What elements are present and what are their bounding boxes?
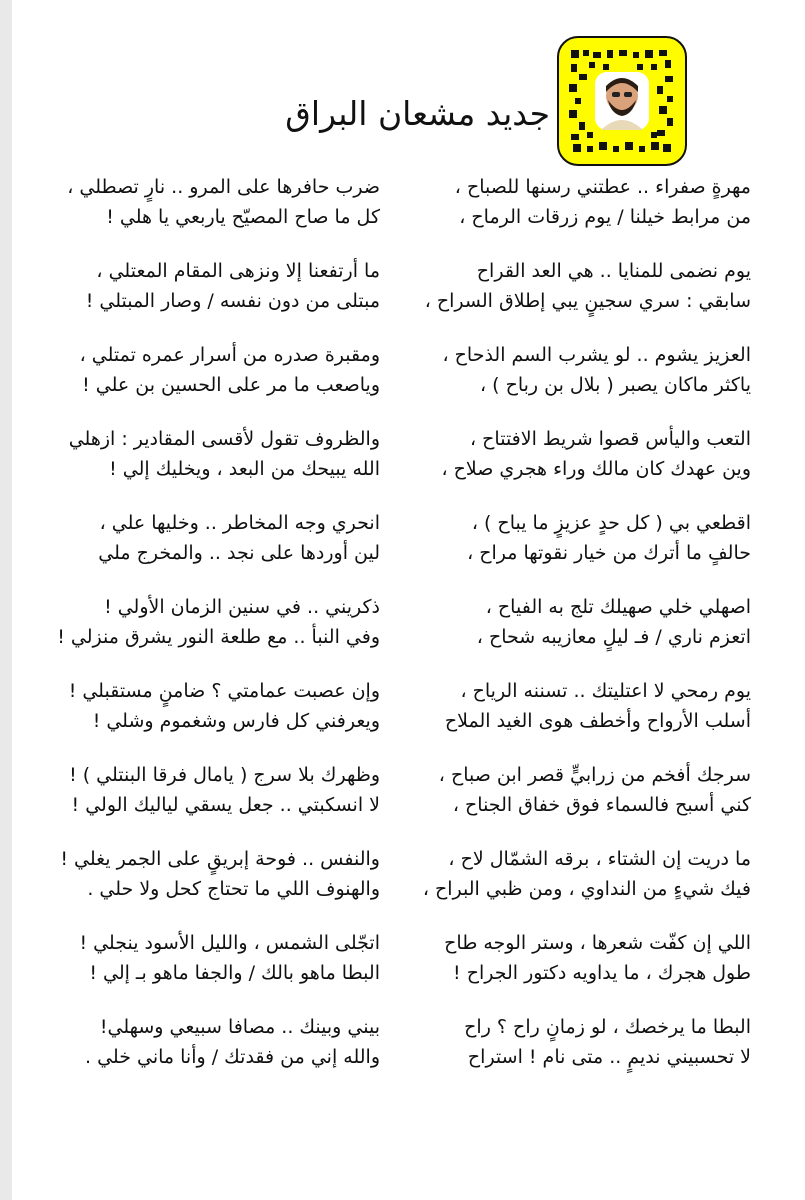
- verse-line: ما أرتفعنا إلا ونزهى المقام المعتلي ،: [96, 260, 380, 282]
- verse-line: كل ما صاح المصيّح ياربعي يا هلي !: [106, 206, 380, 228]
- verse-line: وإن عصبت عمامتي ؟ ضامنٍ مستقبلي !: [68, 680, 380, 702]
- verse-line: لا انسكبتي .. جعل يسقي لياليك الولي !: [71, 794, 380, 816]
- stanza: [20, 592, 380, 676]
- verse-line: مبتلى من دون نفسه / وصار المبتلي !: [85, 290, 380, 312]
- verse-line: ذكريني .. في سنين الزمان الأولي !: [104, 596, 380, 618]
- verse-line: البطا ما يرخصك ، لو زمانٍ راح ؟ راح: [464, 1016, 751, 1038]
- verse-line: من مرابط خيلنا / يوم زرقات الرماح ،: [459, 206, 751, 228]
- stanza: [20, 508, 380, 592]
- verse-line: ومقبرة صدره من أسرار عمره تمتلي ،: [79, 344, 380, 366]
- poem-verses: [12, 172, 805, 1172]
- poem-title: جديد مشعان البراق: [285, 94, 550, 133]
- verse-line: اصهلي خلي صهيلك تلج به الفياح ،: [485, 596, 751, 618]
- verse-line: سرجك أفخم من زرابيٍّ قصر ابن صباح ،: [438, 764, 751, 786]
- verse-line: فيك شيءٍ من النداوي ، ومن ظبي البراح ،: [422, 878, 751, 900]
- verse-line: سابقي : سري سجينٍ يبي إطلاق السراح ،: [424, 290, 751, 312]
- verse-line: حالفٍ ما أترك من خيار نقوتها مراح ،: [467, 542, 751, 564]
- verse-line: أسلب الأرواح وأخطف هوى الغيد الملاح: [444, 710, 751, 732]
- verse-line: والهنوف اللي ما تحتاج كحل ولا حلي .: [87, 878, 380, 900]
- verse-line: وفي النبأ .. مع طلعة النور يشرق منزلي !: [57, 626, 380, 648]
- stanza: [371, 760, 751, 844]
- verse-line: طول هجرك ، ما يداويه دكتور الجراح !: [453, 962, 751, 984]
- verse-line: كني أسبح فالسماء فوق خفاق الجناح ،: [452, 794, 751, 816]
- stanza: [20, 172, 380, 256]
- verse-line: ياكثر ماكان يصبر ( بلال بن رباح ) ،: [479, 374, 751, 396]
- stanza: [371, 508, 751, 592]
- stanza: [20, 424, 380, 508]
- verse-line: اقطعي بي ( كل حدٍ عزيزٍ ما يباح ) ،: [471, 512, 751, 534]
- stanza: [371, 424, 751, 508]
- stanza: [371, 256, 751, 340]
- verse-line: لا تحسبيني نديمٍ .. متى نام ! استراح: [467, 1046, 751, 1068]
- verse-line: وياصعب ما مر على الحسين بن علي !: [82, 374, 380, 396]
- verse-line: ضرب حافرها على المرو .. نارٍ تصطلي ،: [67, 176, 380, 198]
- stanza: [20, 844, 380, 928]
- stanza: [20, 928, 380, 1012]
- verse-line: وين عهدك كان مالك وراء هجري صلاح ،: [441, 458, 751, 480]
- stanza: [371, 676, 751, 760]
- stanza: [20, 1012, 380, 1096]
- verse-line: ويعرفني كل فارس وشغموم وشلي !: [92, 710, 380, 732]
- verse-line: انحري وجه المخاطر .. وخليها علي ،: [99, 512, 380, 534]
- verse-line: اللي إن كفّت شعرها ، وستر الوجه طاح: [444, 932, 751, 954]
- verse-line: والنفس .. فوحة إبريقٍ على الجمر يغلي !: [60, 848, 380, 870]
- stanza: [371, 928, 751, 1012]
- stanza: [371, 592, 751, 676]
- stanza: [371, 844, 751, 928]
- stanza: [371, 172, 751, 256]
- poem-header: [12, 28, 805, 168]
- snapcode-qr-icon[interactable]: [557, 36, 687, 166]
- verse-line: مهرةٍ صفراء .. عطتني رسنها للصباح ،: [454, 176, 751, 198]
- left-margin-strip: [0, 0, 12, 1200]
- poem-page: [12, 0, 805, 1200]
- verse-line: البطا ماهو بالك / والجفا ماهو بـ إلي !: [89, 962, 380, 984]
- verse-line: العزيز يشوم .. لو يشرب السم الذحاح ،: [442, 344, 751, 366]
- stanza: [371, 1012, 751, 1096]
- stanza: [20, 760, 380, 844]
- verse-line: وظهرك بلا سرج ( يامال فرقا البنتلي ) !: [69, 764, 380, 786]
- verse-line: الله يبيحك من البعد ، ويخليك إلي !: [109, 458, 380, 480]
- verse-line: يوم نضمى للمنايا .. هي العد القراح: [476, 260, 751, 282]
- left-column: [20, 172, 380, 1096]
- right-column: [371, 172, 751, 1096]
- stanza: [20, 256, 380, 340]
- verse-line: والظروف تقول لأقسى المقادير : ازهلي: [68, 428, 380, 450]
- verse-line: يوم رمحي لا اعتليتك .. تسننه الرياح ،: [460, 680, 751, 702]
- verse-line: لين أوردها على نجد .. والمخرج ملي: [98, 542, 380, 564]
- stanza: [371, 340, 751, 424]
- stanza: [20, 676, 380, 760]
- verse-line: والله إني من فقدتك / وأنا ماني خلي .: [85, 1046, 380, 1068]
- verse-line: ما دريت إن الشتاء ، برقه الشمّال لاح ،: [448, 848, 751, 870]
- verse-line: بيني وبينك .. مصافا سبيعي وسهلي!: [99, 1016, 380, 1038]
- verse-line: اتعزم ناري / فـ ليلٍ معازيبه شحاح ،: [476, 626, 751, 648]
- verse-line: التعب واليأس قصوا شريط الافتتاح ،: [469, 428, 751, 450]
- stanza: [20, 340, 380, 424]
- verse-line: اتجّلى الشمس ، والليل الأسود ينجلي !: [79, 932, 380, 954]
